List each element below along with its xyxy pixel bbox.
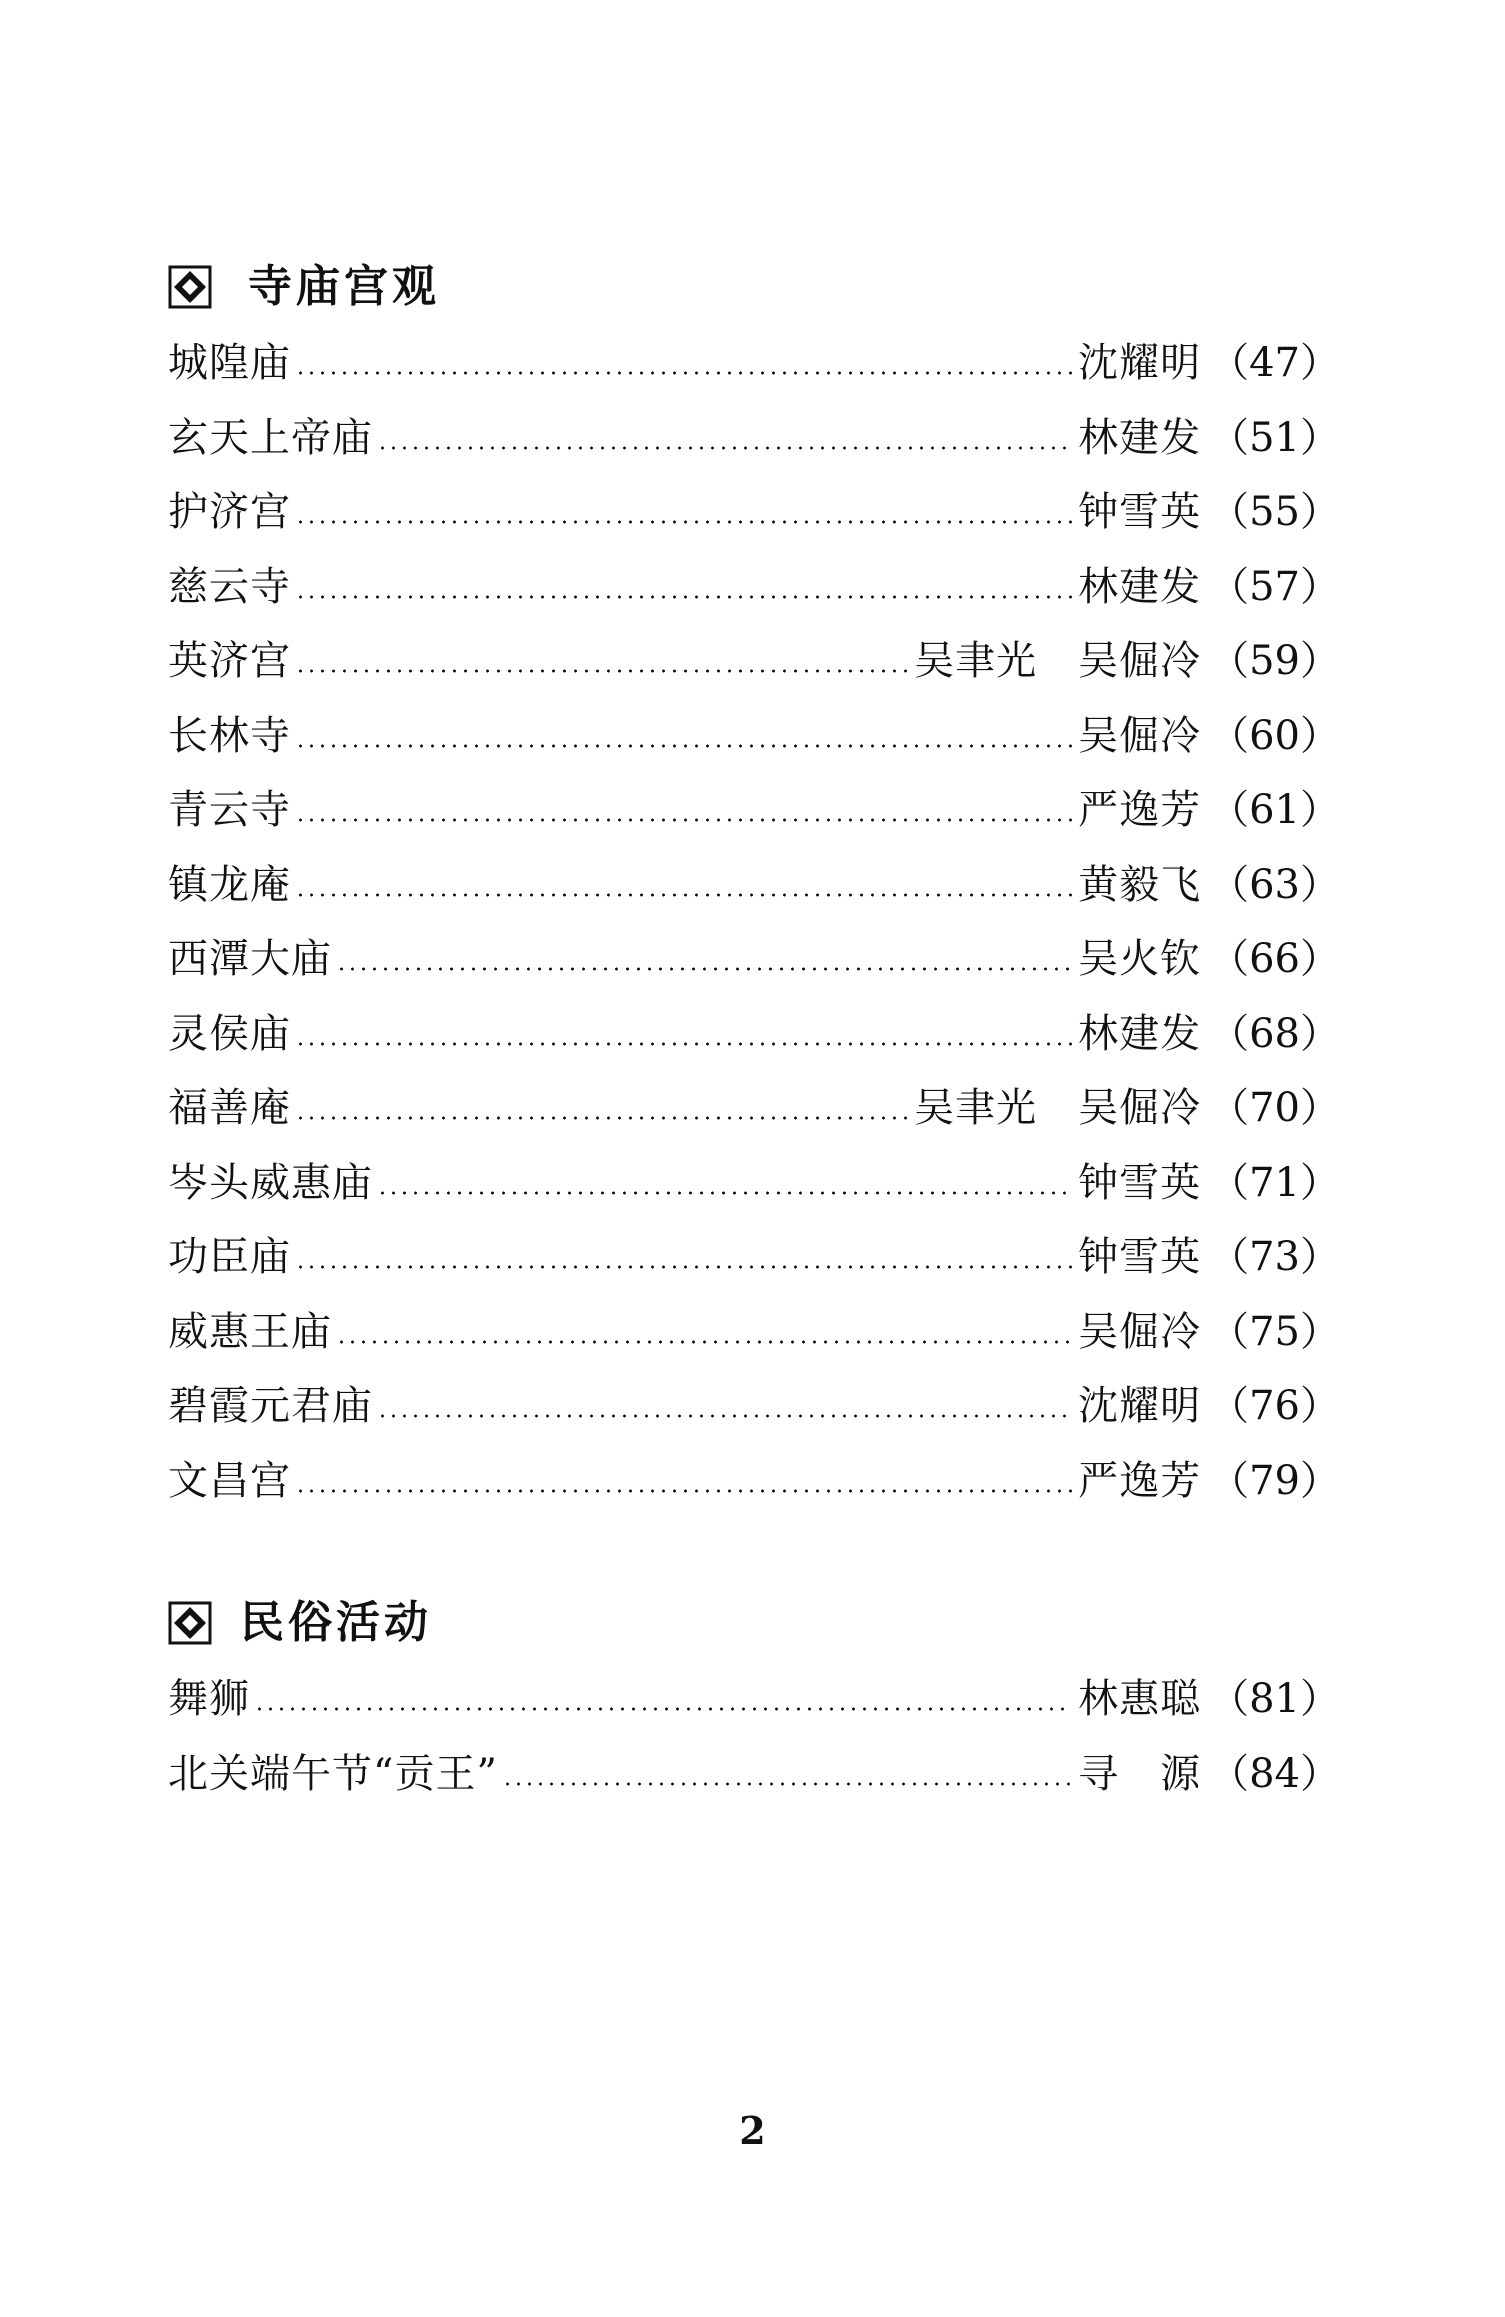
entry-page: （79） bbox=[1209, 1457, 1340, 1504]
entry-page: （55） bbox=[1209, 489, 1340, 535]
entry-author: 吴倔冷 bbox=[1078, 1308, 1202, 1355]
entry-author: 林建发 bbox=[1078, 563, 1202, 610]
entry-title: 威惠王庙 bbox=[168, 1308, 332, 1355]
toc-entry[interactable] bbox=[168, 1295, 1340, 1370]
entry-author: 吴火钦 bbox=[1078, 936, 1202, 982]
entry-page: （59） bbox=[1209, 638, 1340, 684]
entry-page: （73） bbox=[1209, 1234, 1340, 1280]
entry-title: 舞狮 bbox=[168, 1676, 250, 1722]
toc-list bbox=[168, 1662, 1340, 1811]
entry-page: （66） bbox=[1209, 936, 1340, 982]
entry-title: 镇龙庵 bbox=[168, 861, 291, 908]
entry-page: （57） bbox=[1209, 563, 1340, 610]
dot-leader bbox=[295, 520, 1072, 524]
entry-title: 文昌宫 bbox=[168, 1457, 291, 1504]
toc-list bbox=[168, 326, 1340, 1518]
section-header bbox=[168, 252, 1340, 322]
entry-title: 岑头威惠庙 bbox=[168, 1159, 373, 1206]
entry-page: （68） bbox=[1209, 1010, 1340, 1057]
entry-author: 钟雪英 bbox=[1078, 1234, 1202, 1280]
toc-entry[interactable] bbox=[168, 475, 1340, 550]
toc-entry[interactable] bbox=[168, 326, 1340, 401]
diamond-box-icon bbox=[168, 1601, 212, 1645]
dot-leader bbox=[377, 446, 1072, 450]
entry-title: 碧霞元君庙 bbox=[168, 1383, 373, 1429]
entry-author: 吴聿光 吴倔冷 bbox=[914, 638, 1202, 684]
entry-title: 灵侯庙 bbox=[168, 1010, 291, 1057]
section-title: 民俗活动 bbox=[240, 1597, 432, 1648]
entry-page: （81） bbox=[1209, 1676, 1340, 1722]
entry-author: 钟雪英 bbox=[1078, 1159, 1202, 1206]
toc-entry[interactable] bbox=[168, 401, 1340, 476]
dot-leader bbox=[295, 893, 1072, 897]
entry-page: （84） bbox=[1209, 1750, 1340, 1797]
dot-leader bbox=[295, 669, 908, 673]
dot-leader bbox=[295, 1265, 1072, 1269]
toc-entry[interactable] bbox=[168, 699, 1340, 774]
toc-entry[interactable] bbox=[168, 1737, 1340, 1812]
dot-leader bbox=[295, 1116, 908, 1120]
entry-title: 功臣庙 bbox=[168, 1234, 291, 1280]
entry-page: （76） bbox=[1209, 1383, 1340, 1429]
entry-page: （60） bbox=[1209, 712, 1340, 759]
section-title: 寺庙宫观 bbox=[248, 261, 440, 312]
toc-entry[interactable] bbox=[168, 1444, 1340, 1519]
dot-leader bbox=[377, 1191, 1072, 1195]
dot-leader bbox=[377, 1414, 1072, 1418]
toc-entry[interactable] bbox=[168, 1146, 1340, 1221]
toc-entry[interactable] bbox=[168, 1071, 1340, 1146]
entry-title: 福善庵 bbox=[168, 1085, 291, 1131]
toc-entry[interactable] bbox=[168, 848, 1340, 923]
entry-page: （70） bbox=[1209, 1085, 1340, 1131]
toc-entry[interactable] bbox=[168, 1662, 1340, 1737]
toc-entry[interactable] bbox=[168, 550, 1340, 625]
entry-page: （51） bbox=[1209, 414, 1340, 461]
entry-title: 护济宫 bbox=[168, 489, 291, 535]
toc-entry[interactable] bbox=[168, 624, 1340, 699]
entry-author: 林惠聪 bbox=[1078, 1676, 1202, 1722]
entry-title: 青云寺 bbox=[168, 787, 291, 833]
dot-leader bbox=[295, 1042, 1072, 1046]
dot-leader bbox=[254, 1707, 1072, 1711]
entry-title: 西潭大庙 bbox=[168, 936, 332, 982]
dot-leader bbox=[295, 595, 1072, 599]
entry-author: 沈耀明 bbox=[1078, 1383, 1202, 1429]
entry-page: （61） bbox=[1209, 787, 1340, 833]
entry-author: 钟雪英 bbox=[1078, 489, 1202, 535]
dot-leader bbox=[295, 1489, 1072, 1493]
dot-leader bbox=[295, 744, 1072, 748]
entry-title: 玄天上帝庙 bbox=[168, 414, 373, 461]
toc-section-temples bbox=[168, 252, 1340, 1518]
entry-author: 吴倔冷 bbox=[1078, 712, 1202, 759]
dot-leader bbox=[295, 818, 1072, 822]
entry-title: 英济宫 bbox=[168, 638, 291, 684]
toc-entry[interactable] bbox=[168, 997, 1340, 1072]
dot-leader bbox=[295, 371, 1072, 375]
entry-title: 慈云寺 bbox=[168, 563, 291, 610]
entry-page: （47） bbox=[1209, 340, 1340, 386]
entry-title: 北关端午节“贡王” bbox=[168, 1750, 498, 1797]
entry-author: 沈耀明 bbox=[1078, 340, 1202, 386]
dot-leader bbox=[502, 1782, 1072, 1786]
entry-title: 长林寺 bbox=[168, 712, 291, 759]
page-number: 2 bbox=[739, 2108, 766, 2153]
toc-section-folk-activities bbox=[168, 1588, 1340, 1811]
toc-entry[interactable] bbox=[168, 1369, 1340, 1444]
entry-page: （63） bbox=[1209, 861, 1340, 908]
dot-leader bbox=[336, 1340, 1072, 1344]
section-header bbox=[168, 1588, 1340, 1658]
entry-page: （75） bbox=[1209, 1308, 1340, 1355]
entry-author: 寻 源 bbox=[1078, 1750, 1202, 1797]
entry-author: 严逸芳 bbox=[1078, 787, 1202, 833]
toc-entry[interactable] bbox=[168, 1220, 1340, 1295]
entry-author: 严逸芳 bbox=[1078, 1457, 1202, 1504]
diamond-box-icon bbox=[168, 265, 212, 309]
dot-leader bbox=[336, 967, 1072, 971]
toc-entry[interactable] bbox=[168, 773, 1340, 848]
entry-author: 林建发 bbox=[1078, 1010, 1202, 1057]
entry-author: 林建发 bbox=[1078, 414, 1202, 461]
entry-title: 城隍庙 bbox=[168, 340, 291, 386]
toc-entry[interactable] bbox=[168, 922, 1340, 997]
entry-author: 吴聿光 吴倔冷 bbox=[914, 1085, 1202, 1131]
entry-author: 黄毅飞 bbox=[1078, 861, 1202, 908]
entry-page: （71） bbox=[1209, 1159, 1340, 1206]
